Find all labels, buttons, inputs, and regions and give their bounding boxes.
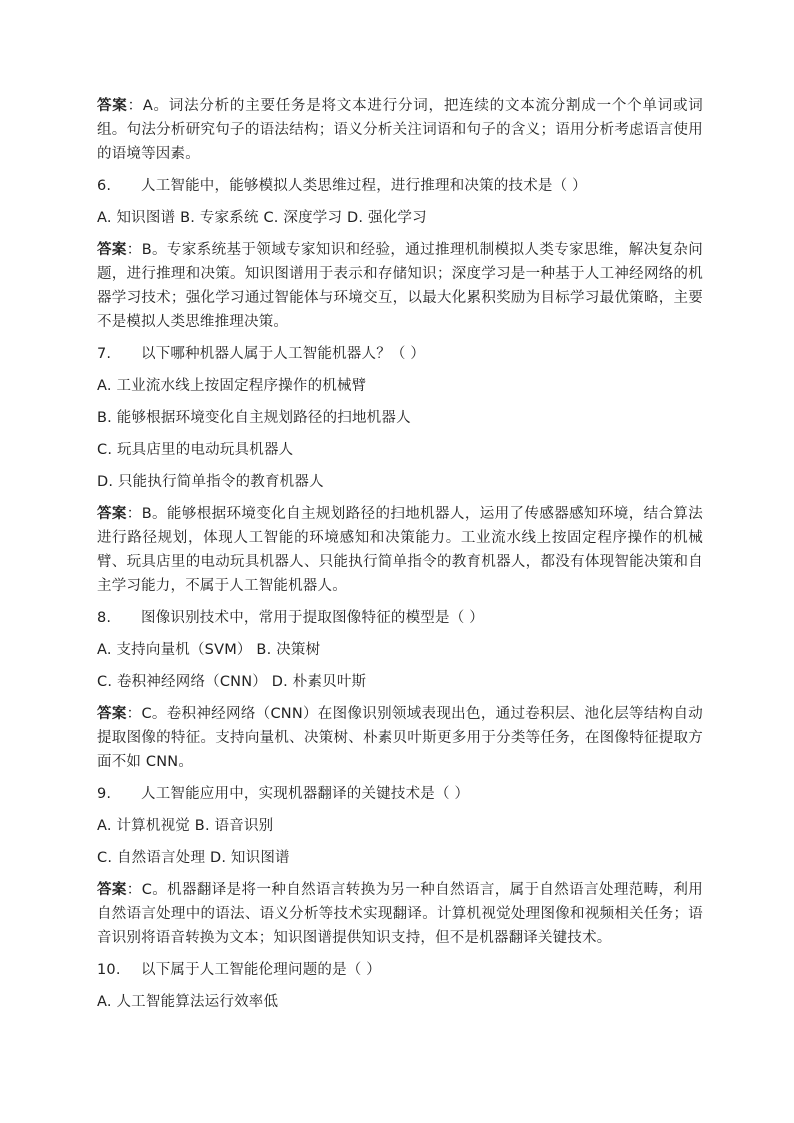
- document-page: [97, 94, 703, 1022]
- question-text: 人工智能应用中，实现机器翻译的关键技术是（ ）: [141, 786, 470, 802]
- option-line: A. 计算机视觉 B. 语音识别: [97, 818, 274, 834]
- option-a: A. 人工智能算法运行效率低: [97, 994, 279, 1010]
- option-a: A. 工业流水线上按固定程序操作的机械臂: [97, 378, 367, 394]
- answer-text: ：C。机器翻译是将一种自然语言转换为另一种自然语言，属于自然语言处理范畴，利用自然语言处理中的语法、语义分析等技术实现翻译。计算机视觉处理图像和视频相关任务；语音识别将语音转换为文本；知识图谱提供知识支持，但不是机器翻译关键技术。: [97, 882, 704, 946]
- answer-label: 答案: [97, 506, 127, 522]
- answer-text: ：A。词法分析的主要任务是将文本进行分词，把连续的文本流分割成一个个单词或词组。句法分析研究句子的语法结构；语义分析关注词语和句子的含义；语用分析考虑语言使用的语境等因素。: [97, 98, 703, 162]
- answer-text: ：B。专家系统基于领域专家知识和经验，通过推理机制模拟人类专家思维，解决复杂问题，进行推理和决策。知识图谱用于表示和存储知识；深度学习是一种基于人工神经网络的机器学习技术；强化学习通过智能体与环境交互，以最大化累积奖励为目标学习最优策略，主要不是模拟人类思维推理决策。: [97, 242, 703, 330]
- question-9: [97, 782, 703, 806]
- answer-label: 答案: [97, 242, 127, 258]
- question-number: 6.: [97, 178, 112, 194]
- option-c: C. 玩具店里的电动玩具机器人: [97, 442, 294, 458]
- question-text: 以下属于人工智能伦理问题的是（ ）: [141, 962, 382, 978]
- question-text: 人工智能中，能够模拟人类思维过程，进行推理和决策的技术是（ ）: [141, 178, 587, 194]
- answer-paragraph: [97, 94, 703, 166]
- question-number: 10.: [97, 962, 121, 978]
- question-number: 9.: [97, 786, 112, 802]
- answer-label: 答案: [97, 706, 127, 722]
- option-line: A. 知识图谱 B. 专家系统 C. 深度学习 D. 强化学习: [97, 210, 427, 226]
- answer-label: 答案: [97, 98, 128, 114]
- answer-paragraph: [97, 878, 703, 950]
- option-d: D. 只能执行简单指令的教育机器人: [97, 474, 324, 490]
- question-text: 图像识别技术中，常用于提取图像特征的模型是（ ）: [141, 610, 484, 626]
- answer-paragraph: [97, 702, 703, 774]
- option-b: B. 能够根据环境变化自主规划路径的扫地机器人: [97, 410, 411, 426]
- question-7: [97, 342, 703, 366]
- answer-paragraph: [97, 238, 703, 334]
- question-8: [97, 606, 703, 630]
- question-number: 8.: [97, 610, 112, 626]
- answer-text: ：B。能够根据环境变化自主规划路径的扫地机器人，运用了传感器感知环境，结合算法进行路径规划，体现人工智能的环境感知和决策能力。工业流水线上按固定程序操作的机械臂、玩具店里的电动玩具机器人、只能执行简单指令的教育机器人，都没有体现智能决策和自主学习能力，不属于人工智能机器人。: [97, 506, 703, 594]
- question-text: 以下哪种机器人属于人工智能机器人？（ ）: [141, 346, 426, 362]
- answer-paragraph: [97, 502, 703, 598]
- option-line: C. 卷积神经网络（CNN） D. 朴素贝叶斯: [97, 674, 367, 690]
- option-line: C. 自然语言处理 D. 知识图谱: [97, 850, 290, 866]
- question-10: [97, 958, 703, 982]
- answer-label: 答案: [97, 882, 127, 898]
- answer-text: ：C。卷积神经网络（CNN）在图像识别领域表现出色，通过卷积层、池化层等结构自动提取图像的特征。支持向量机、决策树、朴素贝叶斯更多用于分类等任务，在图像特征提取方面不如 CNN。: [97, 706, 703, 770]
- question-6: [97, 174, 703, 198]
- option-line: A. 支持向量机（SVM） B. 决策树: [97, 642, 321, 658]
- question-number: 7.: [97, 346, 112, 362]
